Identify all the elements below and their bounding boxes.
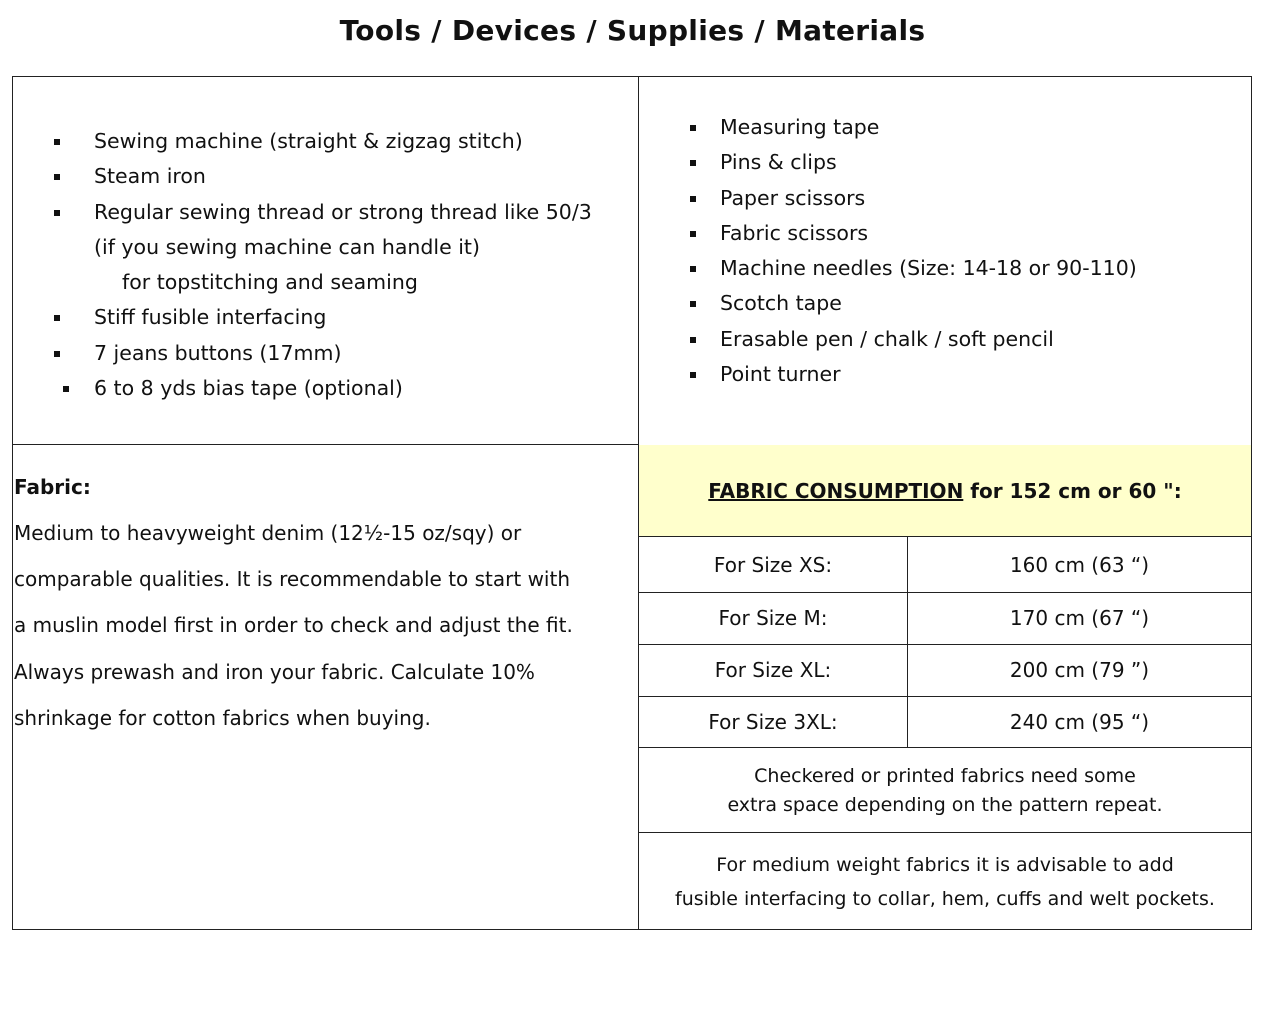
list-item: [94, 336, 592, 371]
bullet-icon: [63, 386, 69, 392]
fabric-line: comparable qualities. It is recommendable to start with: [14, 567, 571, 592]
table-row: [639, 645, 1251, 697]
fabric-consumption-heading: [639, 445, 1251, 537]
amount-cell: 160 cm (63 “): [1009, 553, 1150, 577]
table-row: [639, 697, 1251, 748]
fabric-line: shrinkage for cotton fabrics when buying.: [14, 705, 431, 730]
bullet-icon: [54, 139, 60, 145]
list-item-text: Stiff fusible interfacing: [94, 305, 327, 330]
bullet-icon: [54, 315, 60, 321]
list-item: [720, 286, 1137, 321]
list-item: [94, 195, 592, 230]
list-item-text: Scotch tape: [720, 291, 842, 316]
note-line: Checkered or printed fabrics need some: [754, 765, 1136, 787]
list-item-text: Regular sewing thread or strong thread like 50/3: [94, 199, 592, 224]
fabric-heading: Fabric:: [14, 475, 91, 499]
size-cell: For Size 3XL:: [639, 697, 908, 747]
list-item: [720, 181, 1137, 216]
bullet-icon: [690, 266, 696, 272]
size-cell: For Size XS:: [639, 537, 908, 592]
list-item-text: Machine needles (Size: 14-18 or 90-110): [720, 256, 1137, 281]
list-item: [720, 216, 1137, 251]
list-item-text: for topstitching and seaming: [122, 270, 418, 295]
bullet-icon: [54, 174, 60, 180]
list-item-text: 6 to 8 yds bias tape (optional): [94, 376, 403, 401]
list-item-continuation: [94, 230, 592, 265]
row-divider: [13, 444, 639, 445]
list-item: [94, 124, 592, 159]
fabric-line: a muslin model first in order to check and adjust the fit.: [14, 613, 573, 638]
tools-list-left: [94, 124, 592, 406]
list-item-text: Measuring tape: [720, 115, 880, 139]
list-item: [94, 300, 592, 335]
list-item-text: Steam iron: [94, 164, 206, 189]
bullet-icon: [690, 337, 696, 343]
list-item: [720, 322, 1137, 357]
list-item-text: Fabric scissors: [720, 220, 869, 245]
list-item-text: Point turner: [720, 362, 841, 387]
bullet-icon: [690, 372, 696, 378]
list-item-text: Erasable pen / chalk / soft pencil: [720, 326, 1054, 351]
consumption-heading-width: for 152 cm or 60 ":: [970, 479, 1182, 503]
list-item: [720, 251, 1137, 286]
list-item-text: Pins & clips: [720, 150, 837, 175]
pattern-repeat-note: [639, 748, 1251, 833]
interfacing-note: [639, 833, 1251, 929]
list-item-text: (if you sewing machine can handle it): [94, 234, 480, 259]
note-line: extra space depending on the pattern repeat.: [727, 794, 1163, 816]
list-item: [94, 371, 592, 406]
bullet-icon: [690, 301, 696, 307]
size-cell: For Size XL:: [639, 645, 908, 696]
list-item-text: Sewing machine (straight & zigzag stitch): [94, 129, 523, 153]
bullet-icon: [690, 196, 696, 202]
consumption-heading-label: FABRIC CONSUMPTION: [708, 479, 964, 503]
fabric-line: Medium to heavyweight denim (12½-15 oz/sqy) or: [14, 521, 522, 545]
amount-cell: 200 cm (79 ”): [1009, 658, 1150, 682]
fabric-description: [14, 464, 624, 741]
list-item-text: 7 jeans buttons (17mm): [94, 340, 342, 365]
table-row: [639, 593, 1251, 645]
table-row: [639, 537, 1251, 593]
size-cell: For Size M:: [639, 593, 908, 644]
list-item-text: Paper scissors: [720, 185, 866, 210]
list-item: [720, 145, 1137, 180]
list-item: [94, 159, 592, 194]
list-item-continuation: [94, 265, 592, 300]
note-line: For medium weight fabrics it is advisable to add: [716, 854, 1174, 876]
amount-cell: 170 cm (67 “): [1009, 606, 1150, 630]
bullet-icon: [54, 351, 60, 357]
page-title: Tools / Devices / Supplies / Materials: [339, 14, 926, 47]
list-item: [720, 357, 1137, 392]
tools-list-right: [720, 110, 1137, 392]
bullet-icon: [54, 210, 60, 216]
note-line: fusible interfacing to collar, hem, cuffs and welt pockets.: [675, 888, 1215, 910]
amount-cell: 240 cm (95 “): [1009, 710, 1150, 734]
bullet-icon: [690, 231, 696, 237]
bullet-icon: [690, 160, 696, 166]
fabric-line: Always prewash and iron your fabric. Calculate 10%: [14, 659, 535, 684]
bullet-icon: [690, 125, 696, 131]
list-item: [720, 110, 1137, 145]
